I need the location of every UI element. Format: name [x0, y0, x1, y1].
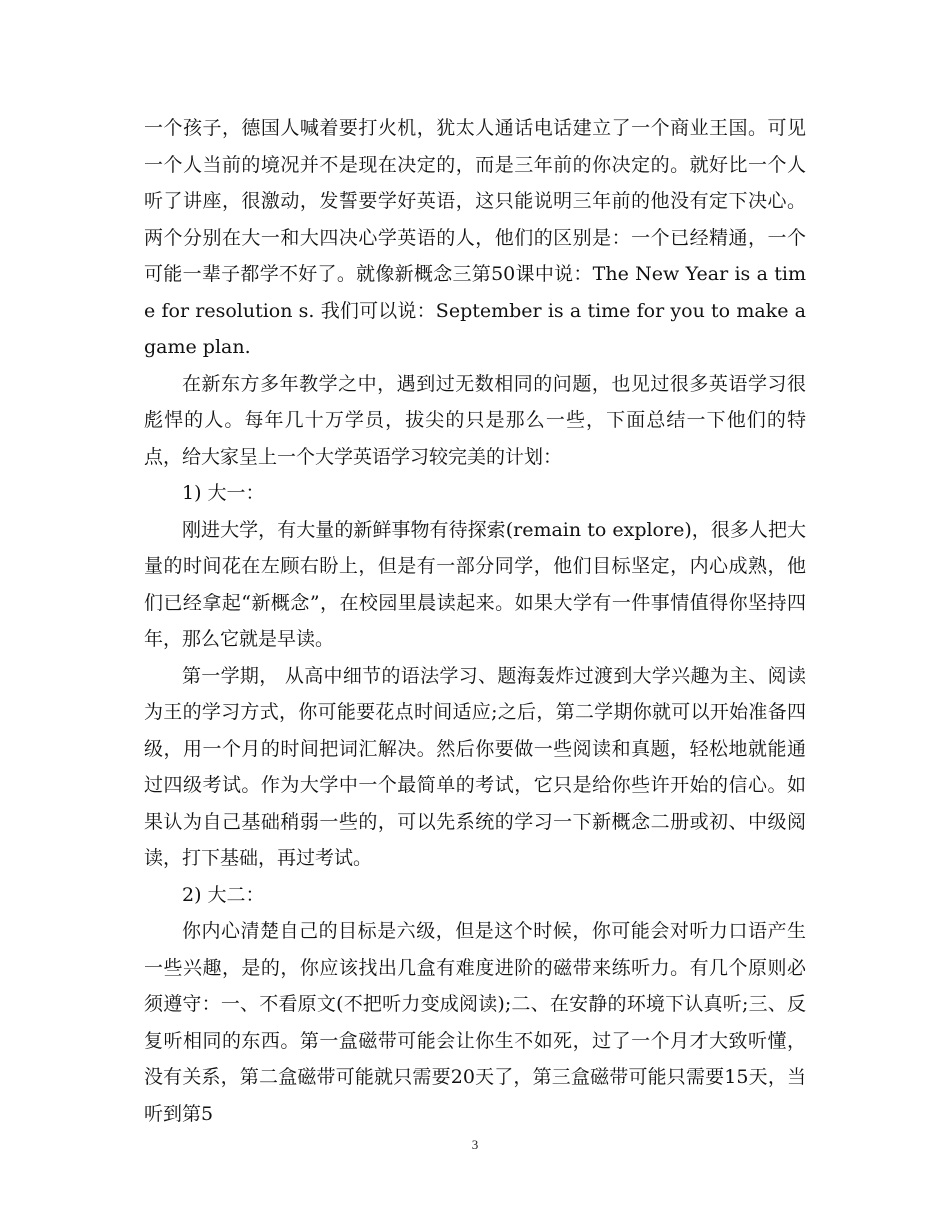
page-number: 3: [471, 1137, 479, 1152]
paragraph-4: 第一学期， 从高中细节的语法学习、题海轰炸过渡到大学兴趣为主、阅读为王的学习方式，你可能要花点时间适应;之后，第二学期你就可以开始准备四级，用一个月的时间把词汇解决。然后你要做一些阅读和真题，轻松地就能通过四级考试。作为大学中一个最简单的考试，它只是给你些许开始的信心。如果认为自己基础稍弱一些的，可以先系统的学习一下新概念二册或初、中级阅读，打下基础，再过考试。: [144, 664, 806, 869]
section-heading-year-one: 1) 大一：: [182, 482, 265, 504]
paragraph-3: 刚进大学，有大量的新鲜事物有待探索(remain to explore)，很多人把大量的时间花在左顾右盼上，但是有一部分同学，他们目标坚定，内心成熟，他们已经拿起“新概念”，在校园里晨读起来。如果大学有一件事情值得你坚持四年，那么它就是早读。: [144, 518, 806, 650]
paragraph-5: 你内心清楚自己的目标是六级，但是这个时候，你可能会对听力口语产生一些兴趣，是的，你应该找出几盒有难度进阶的磁带来练听力。有几个原则必须遵守：一、不看原文(不把听力变成阅读);二、在安静的环境下认真听;三、反复听相同的东西。第一盒磁带可能会让你生不如死，过了一个月才大致听懂，没有关系，第二盒磁带可能就只需要20天了，第三盒磁带可能只需要15天，当听到第5: [144, 920, 806, 1125]
paragraph-1: 一个孩子，德国人喊着要打火机，犹太人通话电话建立了一个商业王国。可见一个人当前的境况并不是现在决定的，而是三年前的你决定的。就好比一个人听了讲座，很激动，发誓要学好英语，这只能说明三年前的他没有定下决心。两个分别在大一和大四决心学英语的人，他们的区别是：一个已经精通，一个可能一辈子都学不好了。就像新概念三第50课中说：The New Year is a time for resolution s. 我们可以说：September is a time for you to make a game plan.: [144, 117, 806, 358]
section-heading-year-two: 2) 大二：: [182, 883, 265, 906]
paragraph-2: 在新东方多年教学之中，遇到过无数相同的问题，也见过很多英语学习很彪悍的人。每年几十万学员，拔尖的只是那么一些，下面总结一下他们的特点，给大家呈上一个大学英语学习较完美的计划：: [144, 372, 806, 468]
body-text: [144, 110, 806, 1132]
